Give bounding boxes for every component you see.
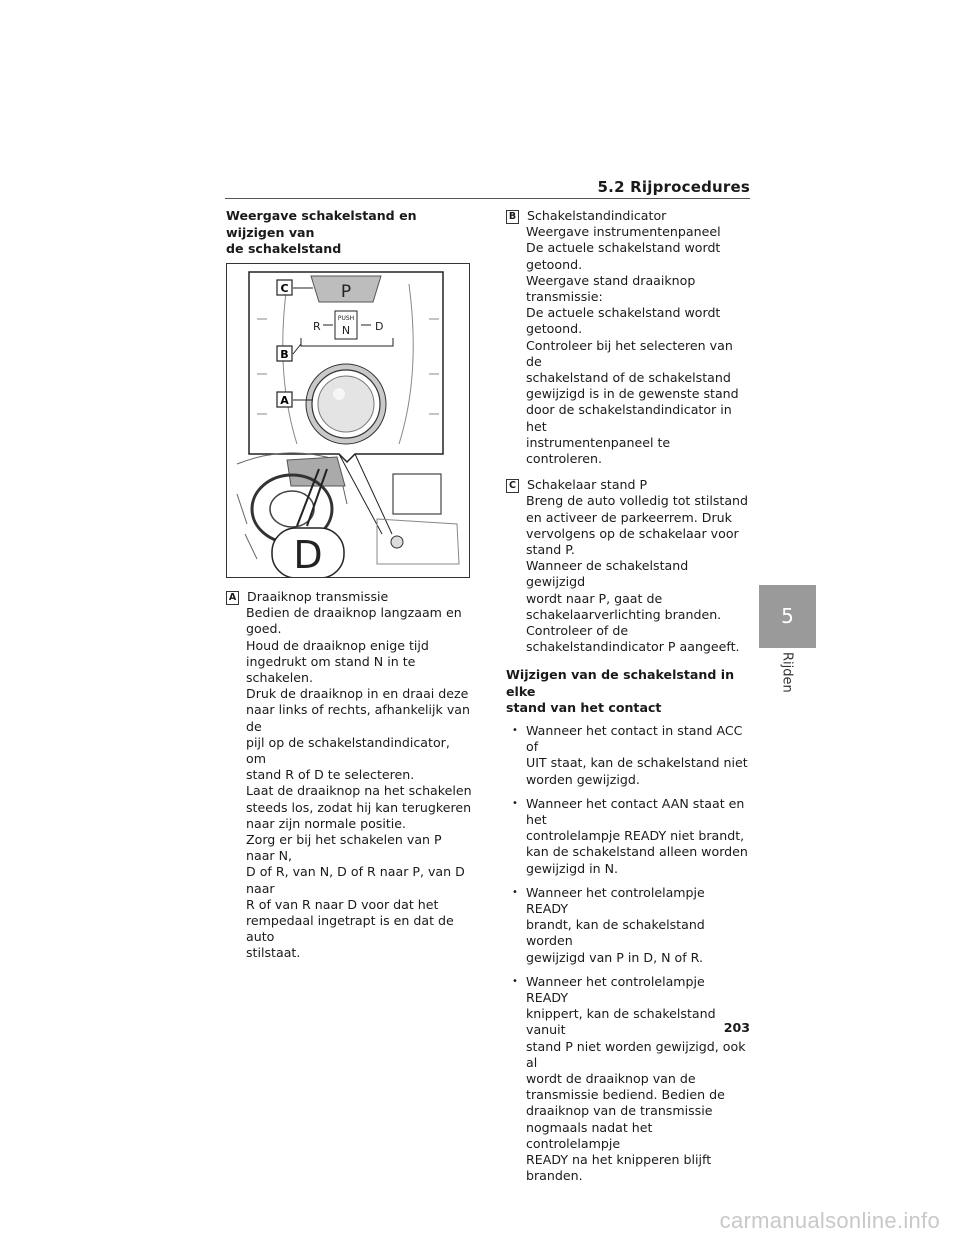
item-a <box>226 589 472 962</box>
bullet-line: draaiknop van de transmissie <box>526 1103 713 1119</box>
item-c-line: Breng de auto volledig tot stilstand <box>526 493 749 509</box>
heading-line: de schakelstand <box>226 241 342 256</box>
item-a-line: stilstaat. <box>246 945 301 961</box>
bullet-line: READY na het knipperen blijft <box>526 1152 712 1168</box>
item-a-title: Draaiknop transmissie <box>247 589 389 604</box>
bullet-line: controlelampje READY niet brandt, <box>526 828 745 844</box>
indicator-r-text: R <box>313 320 321 333</box>
indicator-n-text: N <box>341 324 351 337</box>
shift-knob-illustration <box>226 263 470 578</box>
item-c-body <box>506 493 750 655</box>
item-b-line: getoond. <box>526 321 583 337</box>
chapter-tab-label: Rijden <box>779 652 795 693</box>
item-a-line: pijl op de schakelstandindicator, om <box>246 734 450 767</box>
item-a-body <box>226 605 472 961</box>
item-c-line: en activeer de parkeerrem. Druk <box>526 509 732 525</box>
item-b-line: Controleer bij het selecteren van de <box>526 337 733 369</box>
item-c-line: vervolgens op de schakelaar voor <box>526 525 739 541</box>
item-b-line: De actuele schakelstand wordt <box>526 305 721 321</box>
item-b-line: door de schakelstandindicator in het <box>526 402 732 434</box>
bullet-line: brandt, kan de schakelstand worden <box>526 917 705 949</box>
section-header-title: 5.2 Rijprocedures <box>597 178 750 196</box>
item-a-line: Druk de draaiknop in en draai deze <box>246 686 469 702</box>
callout-c: C <box>280 282 289 295</box>
item-c-line: stand P. <box>526 542 575 558</box>
bullet-line: • Wanneer het controlelampje READY <box>526 884 705 917</box>
push-text: PUSH <box>337 315 355 322</box>
bullet-line: knippert, kan de schakelstand vanuit <box>526 1006 716 1038</box>
callout-a: A <box>280 394 289 407</box>
label-box-c: C <box>506 479 519 493</box>
item-a-line: R of van R naar D voor dat het <box>246 896 439 912</box>
item-b-line: Weergave stand draaiknop <box>526 272 696 288</box>
item-b-line: gewijzigd is in de gewenste stand <box>526 386 739 402</box>
bullet-line: • Wanneer het contact in stand ACC of <box>526 722 743 755</box>
indicator-d-text: D <box>375 320 384 333</box>
item-a-line: stand R of D te selecteren. <box>246 767 415 783</box>
list-item <box>506 796 750 877</box>
item-a-line: goed. <box>246 621 282 637</box>
item-c <box>506 477 750 655</box>
list-item <box>506 974 750 1185</box>
zoom-letter-d: D <box>293 533 323 577</box>
item-b-line: transmissie: <box>526 289 603 305</box>
item-b-line: instrumentenpaneel te controleren. <box>526 434 671 467</box>
list-item <box>506 723 750 788</box>
item-a-line: Zorg er bij het schakelen van P naar N, <box>246 832 442 864</box>
item-a-line: rempedaal ingetrapt is en dat de auto <box>246 913 454 945</box>
bullet-line: stand P niet worden gewijzigd, ook al <box>526 1038 746 1070</box>
item-b-line: getoond. <box>526 256 583 272</box>
list-item <box>506 885 750 966</box>
item-a-line: naar links of rechts, afhankelijk van de <box>246 702 471 734</box>
label-box-b: B <box>506 210 519 224</box>
item-b-line: Weergave instrumentenpaneel <box>526 224 721 240</box>
item-b-line: schakelstand of de schakelstand <box>526 370 731 386</box>
heading-line: Wijzigen van de schakelstand in elke <box>506 667 735 699</box>
right-column <box>506 208 750 1192</box>
item-a-line: Bedien de draaiknop langzaam en <box>246 605 462 621</box>
section-heading-2 <box>506 667 750 717</box>
item-a-line: naar zijn normale positie. <box>246 815 407 831</box>
item-b-line: De actuele schakelstand wordt <box>526 240 721 256</box>
bullet-line: transmissie bediend. Bedien de <box>526 1087 725 1103</box>
item-c-line: Controleer of de <box>526 623 629 639</box>
left-column <box>226 208 472 258</box>
bullet-line: UIT staat, kan de schakelstand niet <box>526 755 748 771</box>
item-a-line: steeds los, zodat hij kan terugkeren <box>246 799 472 815</box>
item-b-body <box>506 224 750 467</box>
bullet-line: gewijzigd in N. <box>526 860 619 876</box>
item-a-line: Laat de draaiknop na het schakelen <box>246 783 472 799</box>
bullet-line: • Wanneer het controlelampje READY <box>526 973 705 1006</box>
item-c-line: wordt naar P, gaat de <box>526 590 663 606</box>
illustration-svg <box>227 264 469 577</box>
bullet-line: • Wanneer het contact AAN staat en het <box>526 795 745 827</box>
indicator-p-text: P <box>340 282 352 302</box>
callout-b: B <box>280 348 289 361</box>
page-number: 203 <box>723 1020 750 1035</box>
item-a-line: D of R, van N, D of R naar P, van D naar <box>246 864 465 896</box>
bullet-list <box>506 723 750 1184</box>
item-c-line: Wanneer de schakelstand gewijzigd <box>526 558 689 590</box>
item-c-line: schakelaarverlichting branden. <box>526 606 722 622</box>
bullet-line: worden gewijzigd. <box>526 771 640 787</box>
chapter-tab: 5 <box>759 585 816 648</box>
bullet-line: branden. <box>526 1168 583 1184</box>
bullet-line: wordt de draaiknop van de <box>526 1071 696 1087</box>
section-heading <box>226 208 472 258</box>
heading-line: Weergave schakelstand en wijzigen van <box>226 208 417 240</box>
bullet-line: kan de schakelstand alleen worden <box>526 844 748 860</box>
watermark: carmanualsonline.info <box>719 1208 940 1233</box>
item-c-title: Schakelaar stand P <box>527 477 648 493</box>
item-c-line: schakelstandindicator P aangeeft. <box>526 639 740 655</box>
item-b-title: Schakelstandindicator <box>527 208 667 223</box>
bullet-line: gewijzigd van P in D, N of R. <box>526 949 703 965</box>
bullet-line: nogmaals nadat het controlelampje <box>526 1119 653 1151</box>
item-b <box>506 208 750 467</box>
header-divider <box>225 198 750 199</box>
item-a-line: Houd de draaiknop enige tijd <box>246 637 429 653</box>
item-a-line: ingedrukt om stand N in te schakelen. <box>246 653 416 686</box>
label-box-a: A <box>226 591 239 605</box>
heading-line: stand van het contact <box>506 700 662 716</box>
